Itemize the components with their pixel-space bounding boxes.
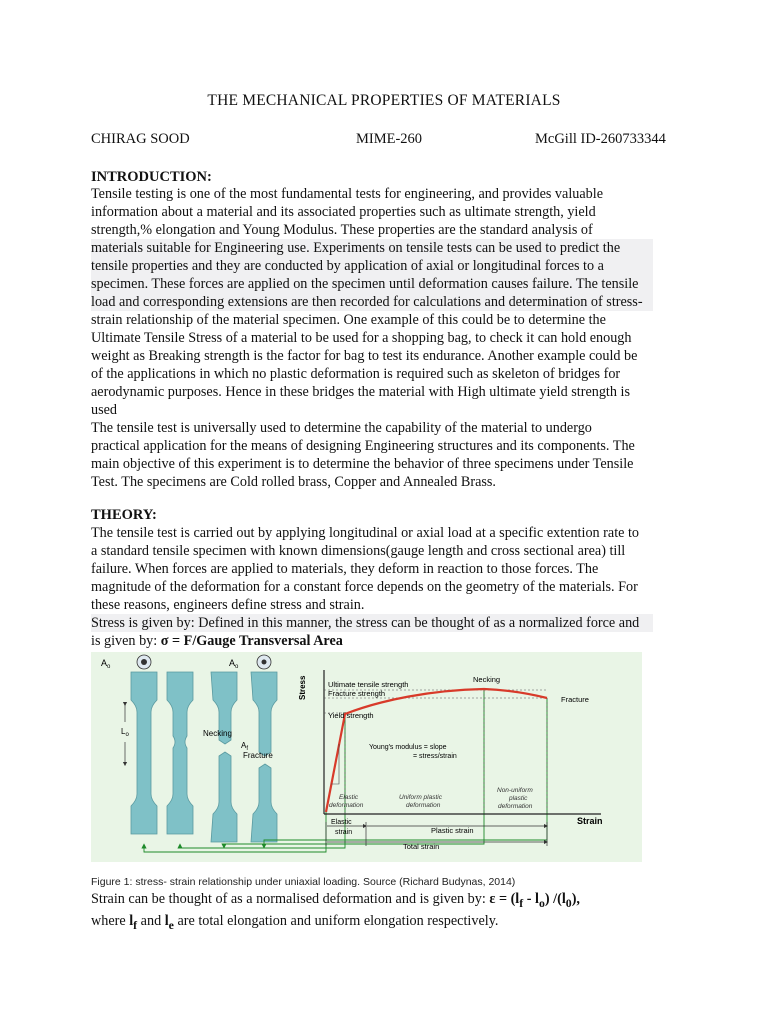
text-line: of the applications in which no plastic deformation is required such as skeleton of bridges for	[91, 366, 621, 382]
region-labels	[329, 787, 533, 810]
svg-text:deformation: deformation	[498, 803, 533, 810]
fracture-strength-label: Fracture strength	[328, 689, 386, 698]
text-line: Test. The specimens are Cold rolled brass, Copper and Annealed Brass.	[91, 474, 496, 490]
necking-label: Necking	[473, 675, 501, 684]
stress-definition-line	[91, 632, 653, 650]
svg-text:plastic: plastic	[509, 795, 528, 802]
strain-line-prefix: Strain can be thought of as a normalised deformation and is given by:	[91, 891, 490, 907]
svg-text:Uniform plastic: Uniform plastic	[399, 794, 442, 801]
theory-heading: THEORY:	[91, 507, 157, 523]
youngs-modulus-line2: = stress/strain	[413, 753, 457, 760]
specimen-fracture	[211, 672, 237, 842]
document-title: THE MECHANICAL PROPERTIES OF MATERIALS	[207, 92, 561, 109]
text-line: strain relationship of the material specimen. One example of this could be to determine the	[91, 312, 606, 328]
strain-formula: $\varepsilon = (l_f - l_o)$ $/(l_0)$,	[489, 891, 580, 910]
text-line: these reasons, engineers define stress and strain.	[91, 597, 365, 613]
strain-definition	[91, 890, 691, 934]
label-necking-specimen: Necking	[203, 729, 232, 738]
text-line: a standard tensile specimen with known dimensions(gauge length and cross sectional area) till	[91, 543, 626, 559]
specimen-necking	[167, 672, 193, 834]
label-l0: $L_o$	[121, 727, 129, 738]
text-line: used	[91, 402, 118, 418]
text-line: aerodynamic purposes. Hence in these bridges the material with High ultimate yield strength is	[91, 384, 630, 400]
strain-line2-c: are total elongation and uniform elongation respectively.	[173, 912, 499, 929]
label-a0-right: $A_o$	[229, 658, 239, 670]
text-line: practical application for the means of designing Engineering structures and its components. The	[91, 438, 635, 454]
text-line: main objective of this experiment is to determine the behavior of three specimens under Tensile	[91, 456, 634, 472]
text-line: Stress is given by: Defined in this manner, the stress can be thought of as a normalized force and	[91, 614, 653, 632]
text-line: tensile properties and they are conducted by application of axial or longitudinal forces to a	[91, 257, 653, 275]
svg-text:deformation: deformation	[329, 802, 364, 809]
text-line: specimen. These forces are applied on the specimen until deformation causes failure. The tensile	[91, 275, 653, 293]
youngs-modulus-line1: Young's modulus = slope	[369, 744, 447, 751]
figure-caption: Figure 1: stress- strain relationship under uniaxial loading. Source (Richard Budynas, 2014)	[91, 876, 516, 888]
yield-strength-label: Yield strength	[328, 711, 374, 720]
label-fracture-specimen: Fracture	[243, 751, 273, 760]
area-dot-left	[141, 659, 147, 665]
text-line: strength,% elongation and Young Modulus. These properties are the standard analysis of	[91, 222, 593, 238]
student-id: McGill ID-260733344	[535, 131, 666, 147]
introduction-heading: INTRODUCTION:	[91, 169, 212, 185]
label-a0-left: $A_o$	[101, 658, 111, 670]
text-line: Tensile testing is one of the most fundamental tests for engineering, and provides valuable	[91, 186, 603, 202]
fracture-label: Fracture	[561, 695, 589, 704]
label-af: $A_f$	[241, 741, 249, 752]
svg-text:Elastic: Elastic	[339, 794, 359, 801]
elastic-strain-label-1: Elastic	[331, 819, 352, 826]
theory-body	[91, 524, 653, 632]
symbol-le: $l_e$	[164, 912, 174, 932]
text-line: failure. When forces are applied to materials, they deform in reaction to those forces. The	[91, 561, 599, 577]
stress-strain-figure	[91, 652, 642, 862]
total-strain-label: Total strain	[403, 842, 440, 851]
author-name: CHIRAG SOOD	[91, 131, 190, 147]
introduction-body	[91, 185, 653, 491]
figure-graphic	[91, 652, 642, 862]
svg-text:deformation: deformation	[406, 802, 441, 809]
elastic-strain-label-2: strain	[335, 829, 353, 836]
x-axis-label: Strain	[577, 816, 603, 826]
plastic-strain-label: Plastic strain	[431, 826, 474, 835]
text-line: load and corresponding extensions are then recorded for calculations and determination of stress-	[91, 293, 653, 311]
text-line: information about a material and its associated properties such as ultimate strength, yield	[91, 204, 596, 220]
stress-line-prefix: is given by:	[91, 633, 161, 649]
specimen-original	[131, 672, 157, 834]
y-axis-label: Stress	[298, 675, 307, 700]
area-dot-right	[262, 660, 267, 665]
text-line: magnitude of the deformation for a constant force depends on the geometry of the materials. For	[91, 579, 638, 595]
stress-formula: σ = F/Gauge Transversal Area	[160, 633, 343, 649]
text-line: weight as Breaking strength is the factor for bag to test its endurance. Another example could be	[91, 348, 638, 364]
strain-line2-a: where	[91, 912, 130, 929]
uts-label: Ultimate tensile strength	[328, 680, 409, 689]
strain-line2-b: and	[137, 912, 165, 929]
text-line: materials suitable for Engineering use. Experiments on tensile tests can be used to predict the	[91, 239, 653, 257]
text-line: The tensile test is carried out by applying longitudinal or axial load at a specific extention rate to	[91, 525, 640, 541]
svg-text:Non-uniform: Non-uniform	[497, 787, 533, 794]
text-line: Ultimate Tensile Stress of a material to be used for a shopping bag, to check it can hold enough	[91, 330, 632, 346]
symbol-lf: $l_f$	[129, 912, 138, 932]
text-line: The tensile test is universally used to determine the capability of the material to undergo	[91, 420, 592, 436]
course-code: MIME-260	[356, 131, 423, 147]
